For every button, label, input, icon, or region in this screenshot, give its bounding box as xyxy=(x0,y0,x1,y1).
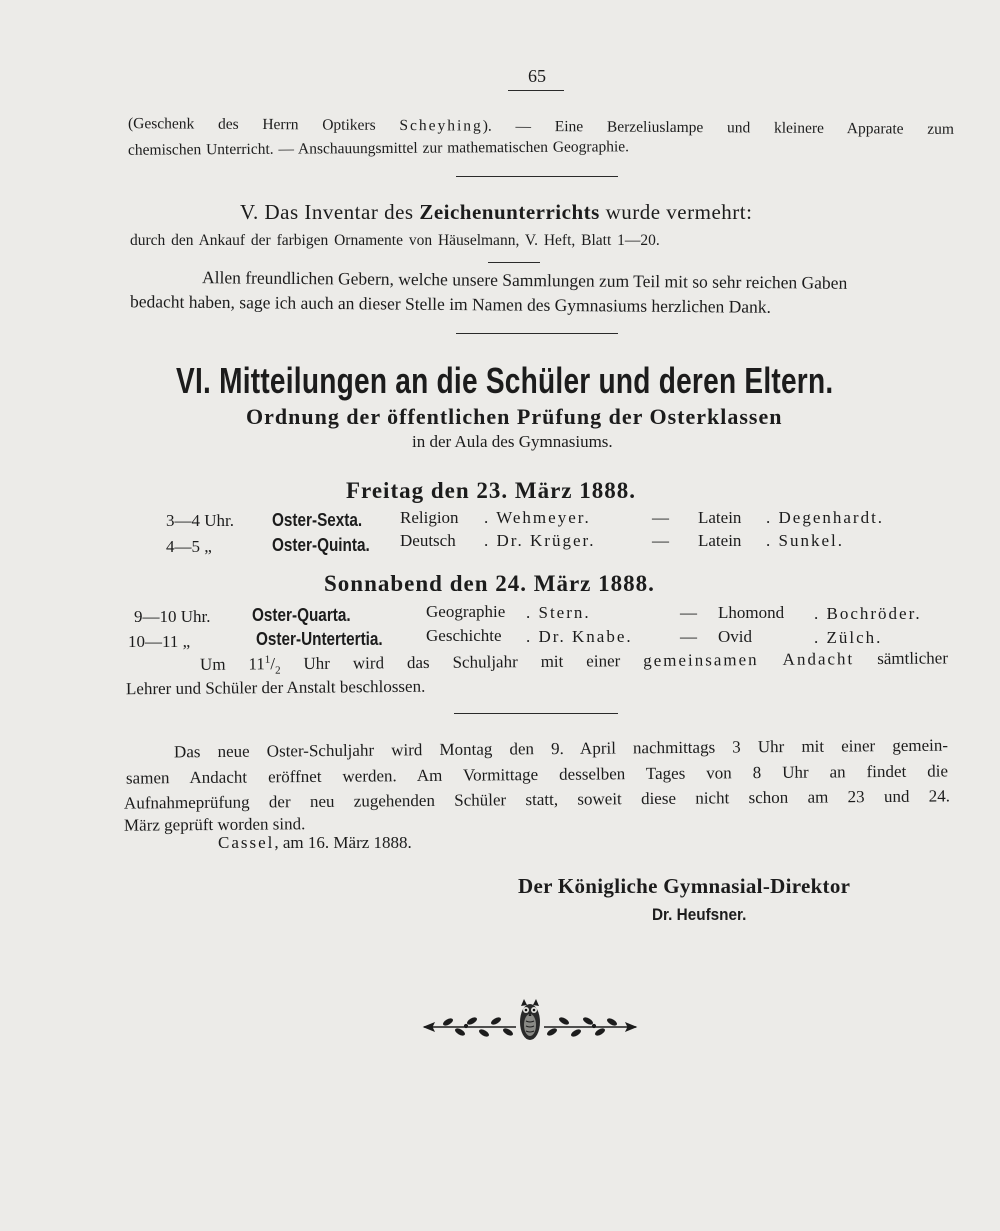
section-vi-title-text: VI. Mitteilungen an die Schüler und deren Eltern. xyxy=(176,360,834,401)
notice-line-1-text: Das neue Oster-Schuljahr wird Montag den 9. April nachmittags 3 Uhr mit einer gemein- xyxy=(173,735,949,762)
notice-line-1 xyxy=(174,736,948,763)
day2-row-2-teacher1: . Dr. Knabe. xyxy=(526,627,633,646)
day2-row-1-class: Oster-Quarta. xyxy=(252,605,351,625)
donor-name: Scheyhing xyxy=(399,117,483,135)
day2-row-1-teacher2: . Bochröder. xyxy=(814,604,922,623)
section-v-suffix: wurde vermehrt: xyxy=(599,200,753,224)
divider-1 xyxy=(456,176,618,177)
notice-line-4: März geprüft worden sind. xyxy=(123,814,306,835)
day1-row-1-dash: — xyxy=(652,508,669,527)
place: Cassel xyxy=(218,833,275,852)
day1-row-1-teacher2: . Degenhardt. xyxy=(766,508,885,527)
closing-spaced: gemeinsamen Andacht xyxy=(643,649,855,671)
day2-row-2-subject1: Geschichte xyxy=(426,626,502,645)
day2-row-2-time: 10—11 „ xyxy=(128,632,191,651)
section-vi-title xyxy=(176,360,1000,402)
section-v-detail: durch den Ankauf der farbigen Ornamente von Häuselmann, V. Heft, Blatt 1—20. xyxy=(130,232,660,249)
day1-row-2-dash: — xyxy=(652,531,669,550)
closing-line-2: Lehrer und Schüler der Anstalt beschlossen. xyxy=(125,676,426,699)
day1-row-1-time: 3—4 Uhr. xyxy=(166,511,234,530)
day1-row-1-teacher1: . Wehmeyer. xyxy=(484,508,591,527)
intro-text-a: (Geschenk des Herrn Optikers xyxy=(127,115,400,135)
closing-b: Uhr wird das Schuljahr mit einer xyxy=(280,651,644,674)
day1-row-1-class: Oster-Sexta. xyxy=(272,510,363,530)
intro-line-1 xyxy=(128,115,954,139)
signature-title: Der Königliche Gymnasial-Direktor xyxy=(518,874,851,898)
section-v-heading xyxy=(240,200,752,225)
notice-line-3-text: Aufnahmeprüfung der neu zugehenden Schüler statt, soweit diese nicht schon am 23 und 24. xyxy=(123,786,951,813)
day1-row-2-time: 4—5 „ xyxy=(166,537,212,556)
day1-row-2-teacher2: . Sunkel. xyxy=(766,531,844,550)
day2-row-1-subject1: Geographie xyxy=(426,602,506,621)
day2-row-2-dash: — xyxy=(680,627,697,646)
thanks-line-1: Allen freundlichen Gebern, welche unsere Sammlungen zum Teil mit so sehr reichen Gaben xyxy=(201,267,848,293)
notice-line-2 xyxy=(126,761,948,788)
closing-sub: 2 xyxy=(275,664,281,677)
day1-row-2-subject1: Deutsch xyxy=(400,531,456,550)
day2-row-1-teacher1: . Stern. xyxy=(526,603,591,622)
page-number: 65 xyxy=(528,66,546,86)
divider-2 xyxy=(488,262,540,263)
day1-row-2-class: Oster-Quinta. xyxy=(272,535,370,555)
section-v-bold: Zeichenunterrichts xyxy=(419,200,600,224)
intro-line-2: chemischen Unterricht. — Anschauungsmittel zur mathematischen Geographie. xyxy=(127,138,630,159)
day2-row-2-teacher2: . Zülch. xyxy=(814,628,883,647)
owl-ornament-icon xyxy=(420,994,640,1044)
day2-row-1-time: 9—10 Uhr. xyxy=(134,607,211,626)
divider-4 xyxy=(454,713,618,714)
closing-line-1: Um $11^1/_2$ Uhr wird das Schuljahr mit einer gemeinsamen Andacht sämtlicher xyxy=(199,648,949,677)
day2-row-1-dash: — xyxy=(680,603,697,622)
day2-row-2-subject2: Ovid xyxy=(718,627,752,646)
closing-sup: 1 xyxy=(264,653,271,666)
day1-row-1-subject2: Latein xyxy=(698,508,742,527)
signature-name: Dr. Heufsner. xyxy=(652,905,747,924)
intro-text-b: ). — Eine Berzeliuslampe und kleinere Apparate zum xyxy=(482,117,955,138)
day1-row-2-teacher1: . Dr. Krüger. xyxy=(484,531,596,550)
section-vi-subtitle: Ordnung der öffentlichen Prüfung der Osterklassen xyxy=(246,404,783,429)
section-v-prefix: V. Das Inventar des xyxy=(240,200,420,224)
thanks-line-2: bedacht haben, sage ich auch an dieser Stelle im Namen des Gymnasiums herzlichen Dank. xyxy=(129,291,772,317)
closing-c: sämtlicher xyxy=(854,648,949,669)
notice-line-2-text: samen Andacht eröffnet werden. Am Vormittage desselben Tages von 8 Uhr an findet die xyxy=(125,761,949,788)
day1-row-1-subject1: Religion xyxy=(400,508,459,527)
divider-3 xyxy=(456,333,618,334)
notice-line-3 xyxy=(124,786,950,813)
place-date xyxy=(218,833,412,853)
closing-a: Um 11 xyxy=(199,654,265,674)
date: , am 16. März 1888. xyxy=(274,833,412,852)
day2-row-2-class: Oster-Untertertia. xyxy=(256,629,383,649)
day2-row-1-subject2: Lhomond xyxy=(718,603,785,622)
page-number-rule xyxy=(508,90,564,91)
section-vi-subtitle2: in der Aula des Gymnasiums. xyxy=(412,432,613,451)
day1-row-2-subject2: Latein xyxy=(698,531,742,550)
day1-heading: Freitag den 23. März 1888. xyxy=(346,478,637,503)
day2-heading: Sonnabend den 24. März 1888. xyxy=(324,571,655,596)
